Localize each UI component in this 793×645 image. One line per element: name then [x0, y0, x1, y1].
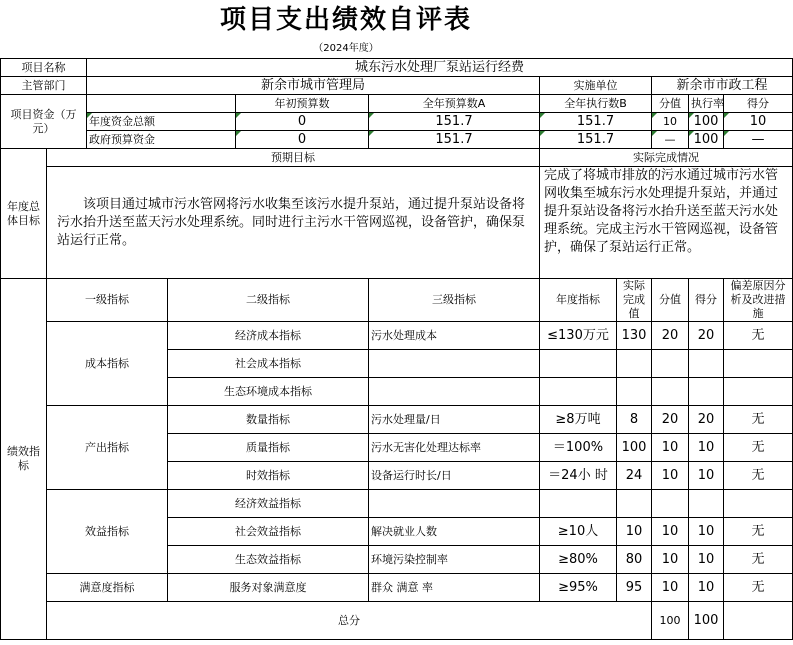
- ind-score: [689, 378, 724, 406]
- ind-actual: [617, 378, 652, 406]
- ind-l3: 污水无害化处理达标率: [369, 434, 540, 462]
- ind-header-reason: 偏差原因分析及改进措施: [724, 279, 793, 322]
- funds-row-gov-exec: 151.7: [540, 131, 652, 149]
- ind-target: [540, 378, 617, 406]
- ind-target: ＝100%: [540, 434, 617, 462]
- ind-value: 10: [652, 518, 689, 546]
- ind-score: [689, 350, 724, 378]
- ind-l2: 生态环境成本指标: [168, 378, 369, 406]
- ind-actual: 10: [617, 518, 652, 546]
- total-blank: [724, 602, 793, 640]
- ind-actual: 8: [617, 406, 652, 434]
- funds-row-total-score: 10: [724, 113, 793, 131]
- ind-l3: [369, 490, 540, 518]
- total-score: 100: [689, 602, 724, 640]
- executor-value: 新余市市政工程: [652, 77, 793, 95]
- total-value: 100: [652, 602, 689, 640]
- ind-target: ≤130万元: [540, 322, 617, 350]
- funds-row-total-annual: 151.7: [369, 113, 540, 131]
- report-year: （2024年度）: [313, 43, 379, 54]
- ind-target: [540, 490, 617, 518]
- funds-label: 项目资金（万元）: [1, 95, 87, 149]
- ind-l3: [369, 350, 540, 378]
- ind-l2: 社会效益指标: [168, 518, 369, 546]
- ind-score: 10: [689, 462, 724, 490]
- total-label: 总分: [47, 602, 652, 640]
- ind-score: 20: [689, 406, 724, 434]
- ind-value: 10: [652, 462, 689, 490]
- department-value: 新余市城市管理局: [87, 77, 540, 95]
- ind-header-l3: 三级指标: [369, 279, 540, 322]
- funds-row-total-value: 10: [652, 113, 689, 131]
- ind-l2: 服务对象满意度: [168, 574, 369, 602]
- ind-score: 10: [689, 574, 724, 602]
- funds-row-total-exec: 151.7: [540, 113, 652, 131]
- ind-l3: [369, 378, 540, 406]
- ind-actual: [617, 490, 652, 518]
- ind-target: [540, 350, 617, 378]
- ind-reason: 无: [724, 322, 793, 350]
- department-label: 主管部门: [1, 77, 87, 95]
- ind-value: 20: [652, 322, 689, 350]
- funds-header-annual: 全年预算数A: [369, 95, 540, 113]
- ind-l2: 生态效益指标: [168, 546, 369, 574]
- funds-header-blank: [87, 95, 236, 113]
- funds-row-total-rate: 100: [689, 113, 724, 131]
- funds-header-exec: 全年执行数B: [540, 95, 652, 113]
- ind-target: ≥10人: [540, 518, 617, 546]
- funds-header-initial: 年初预算数: [236, 95, 369, 113]
- perf-label: 绩效指标: [1, 279, 47, 640]
- ind-l3: 解决就业人数: [369, 518, 540, 546]
- page-title: 项目支出绩效自评表: [219, 5, 472, 35]
- ind-l2: 质量指标: [168, 434, 369, 462]
- ind-value: 20: [652, 406, 689, 434]
- ind-value: [652, 350, 689, 378]
- ind-score: 10: [689, 434, 724, 462]
- funds-row-gov-value: —: [652, 131, 689, 149]
- ind-actual: 80: [617, 546, 652, 574]
- ind-l1-output: 产出指标: [47, 406, 168, 490]
- ind-reason: [724, 378, 793, 406]
- ind-l2: 经济成本指标: [168, 322, 369, 350]
- funds-row-total-initial: 0: [236, 113, 369, 131]
- funds-row-total-label: 年度资金总额: [87, 113, 236, 131]
- goal-expected-text: 该项目通过城市污水管网将污水收集至该污水提升泵站，通过提升泵站设备将污水抬升送至蓝天污水处理系统。同时进行主污水干管网巡视，设备管护，确保泵站运行正常。: [47, 167, 540, 279]
- ind-reason: 无: [724, 406, 793, 434]
- ind-reason: [724, 490, 793, 518]
- executor-label: 实施单位: [540, 77, 652, 95]
- ind-target: ＝24小 时: [540, 462, 617, 490]
- funds-header-rate: 执行率: [689, 95, 724, 113]
- ind-header-value: 分值: [652, 279, 689, 322]
- ind-actual: 95: [617, 574, 652, 602]
- ind-l2: 时效指标: [168, 462, 369, 490]
- ind-score: 10: [689, 546, 724, 574]
- ind-score: 20: [689, 322, 724, 350]
- ind-value: 10: [652, 434, 689, 462]
- ind-header-l2: 二级指标: [168, 279, 369, 322]
- ind-header-score: 得分: [689, 279, 724, 322]
- ind-target: ≥8万吨: [540, 406, 617, 434]
- ind-l3: 环境污染控制率: [369, 546, 540, 574]
- ind-l3: 污水处理成本: [369, 322, 540, 350]
- ind-header-l1: 一级指标: [47, 279, 168, 322]
- ind-value: [652, 490, 689, 518]
- ind-score: [689, 490, 724, 518]
- ind-l2: 数量指标: [168, 406, 369, 434]
- project-name-label: 项目名称: [1, 59, 87, 77]
- ind-reason: 无: [724, 518, 793, 546]
- funds-header-value: 分值: [652, 95, 689, 113]
- evaluation-table: [0, 58, 793, 640]
- goal-actual-text: 完成了将城市排放的污水通过城市污水管网收集至城东污水处理提升泵站，并通过提升泵站设备将污水抬升送至蓝天污水处理系统。完成主污水干管网巡视，设备管护，确保了泵站运行正常。: [540, 167, 793, 279]
- ind-l2: 社会成本指标: [168, 350, 369, 378]
- ind-actual: 24: [617, 462, 652, 490]
- ind-actual: 130: [617, 322, 652, 350]
- ind-actual: 100: [617, 434, 652, 462]
- goal-expected-header: 预期目标: [47, 149, 540, 167]
- ind-reason: [724, 350, 793, 378]
- ind-value: [652, 378, 689, 406]
- ind-l3: 设备运行时长/日: [369, 462, 540, 490]
- ind-header-actual: 实际完成值: [617, 279, 652, 322]
- ind-actual: [617, 350, 652, 378]
- ind-l3: 污水处理量/日: [369, 406, 540, 434]
- funds-row-gov-label: 政府预算资金: [87, 131, 236, 149]
- ind-l1-cost: 成本指标: [47, 322, 168, 406]
- funds-row-gov-score: —: [724, 131, 793, 149]
- ind-score: 10: [689, 518, 724, 546]
- ind-reason: 无: [724, 462, 793, 490]
- ind-target: ≥80%: [540, 546, 617, 574]
- funds-header-score: 得分: [724, 95, 793, 113]
- project-name-value: 城东污水处理厂泵站运行经费: [87, 59, 793, 77]
- goal-label: 年度总体目标: [1, 149, 47, 279]
- ind-target: ≥95%: [540, 574, 617, 602]
- ind-l3: 群众 满意 率: [369, 574, 540, 602]
- ind-l1-satisfaction: 满意度指标: [47, 574, 168, 602]
- goal-actual-header: 实际完成情况: [540, 149, 793, 167]
- ind-l1-benefit: 效益指标: [47, 490, 168, 574]
- ind-l2: 经济效益指标: [168, 490, 369, 518]
- ind-value: 10: [652, 546, 689, 574]
- ind-value: 10: [652, 574, 689, 602]
- funds-row-gov-rate: 100: [689, 131, 724, 149]
- ind-reason: 无: [724, 434, 793, 462]
- ind-reason: 无: [724, 574, 793, 602]
- funds-row-gov-annual: 151.7: [369, 131, 540, 149]
- funds-row-gov-initial: 0: [236, 131, 369, 149]
- ind-header-target: 年度指标: [540, 279, 617, 322]
- ind-reason: 无: [724, 546, 793, 574]
